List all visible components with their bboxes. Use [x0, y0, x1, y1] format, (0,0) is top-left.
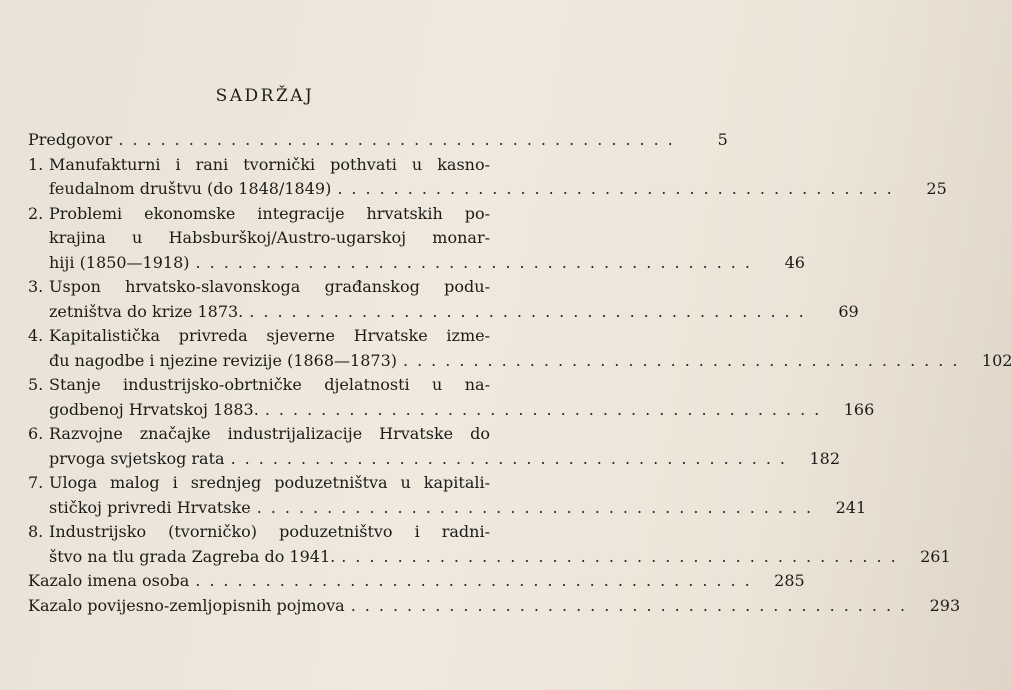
toc-entry-number: 1.	[28, 154, 44, 174]
dot-leader: ........................................	[341, 546, 905, 566]
toc-entry-title-line: Razvojne značajke industrijalizacije Hrvatske do	[49, 424, 490, 443]
toc-entry-title-line: Kapitalistička privreda sjeverne Hrvatske izme-	[49, 326, 490, 345]
toc-entry	[28, 153, 947, 202]
toc-entry-title-line: godbenoj Hrvatskoj 1883.	[49, 399, 259, 419]
dot-leader: ........................................	[403, 350, 967, 370]
toc-entry-title-line: Predgovor	[28, 130, 113, 149]
toc-entry-page-number: 285	[774, 571, 805, 590]
dot-leader: ........................................	[264, 399, 829, 419]
toc-entry-page-number: 241	[835, 497, 867, 517]
toc-entry-page-number: 25	[926, 179, 947, 198]
toc-entry-title-line: štvo na tlu grada Zagreba do 1941.	[49, 546, 336, 566]
toc-entry-title-line: Uloga malog i srednjeg poduzetništva u kapitali-	[49, 473, 490, 492]
toc-entry-page-number: 46	[784, 252, 805, 272]
toc-entry-number: 2.	[28, 203, 44, 223]
toc-entry-title-line: krajina u Habsburškoj/Austro-ugarskoj monar-	[49, 228, 490, 247]
toc-entry	[28, 324, 1012, 373]
toc-entry-title-line: Industrijsko (tvorničko) poduzetništvo i radni-	[49, 522, 490, 541]
toc-entry-title-line: Kazalo imena osoba	[28, 571, 190, 590]
toc-entry-page-number: 293	[929, 595, 961, 615]
toc-entry-number: 6.	[28, 424, 44, 443]
dot-leader: ........................................	[195, 571, 759, 590]
dot-leader: ........................................	[249, 301, 813, 321]
toc-entry-title-line: Problemi ekonomske integracije hrvatskih po-	[49, 203, 490, 223]
toc-entry	[28, 594, 961, 619]
toc-entry	[28, 569, 805, 594]
toc-entry-number: 3.	[28, 277, 44, 296]
toc-entry-title-line: Stanje industrijsko-obrtničke djelatnosti u na-	[49, 375, 490, 394]
dot-leader: ........................................	[337, 179, 901, 198]
dot-leader: ........................................	[350, 595, 915, 615]
toc-entry-page-number: 261	[920, 546, 951, 566]
toc-entry	[28, 422, 840, 471]
toc-entry	[28, 202, 805, 276]
toc-entry-number: 7.	[28, 473, 44, 492]
dot-leader: ........................................	[230, 448, 794, 468]
toc-entry-number: 8.	[28, 522, 44, 541]
toc-entry-title-line: Kazalo povijesno-zemljopisnih pojmova	[28, 595, 345, 615]
toc-entry-number: 4.	[28, 326, 44, 345]
toc-entry-page-number: 182	[809, 448, 840, 468]
dot-leader: ........................................	[195, 252, 759, 272]
toc-entry-title-line: hiji (1850—1918)	[49, 252, 190, 272]
toc-entry-title-line: Uspon hrvatsko-slavonskoga građanskog podu-	[49, 277, 490, 296]
toc-entry	[28, 520, 951, 569]
table-of-contents	[28, 128, 1012, 618]
toc-entry-page-number: 102	[981, 350, 1012, 370]
toc-entry-title-line: zetništva do krize 1873.	[49, 301, 244, 321]
page-title: SADRŽAJ	[215, 86, 315, 106]
toc-entry-page-number: 5	[717, 130, 728, 149]
toc-entry	[28, 275, 859, 324]
toc-entry-title-line: Manufakturni i rani tvornički pothvati u kasno-	[49, 154, 490, 174]
toc-entry-title-line: stičkoj privredi Hrvatske	[49, 497, 251, 517]
toc-entry-page-number: 69	[838, 301, 859, 321]
toc-entry	[28, 373, 875, 422]
toc-entry-title-line: feudalnom društvu (do 1848/1849)	[49, 179, 332, 198]
toc-entry-number: 5.	[28, 375, 44, 394]
toc-entry-page-number: 166	[843, 399, 875, 419]
toc-entry	[28, 128, 728, 153]
dot-leader: ........................................	[256, 497, 821, 517]
toc-entry	[28, 471, 867, 520]
toc-entry-title-line: prvoga svjetskog rata	[49, 448, 225, 468]
toc-entry-title-line: đu nagodbe i njezine revizije (1868—1873)	[49, 350, 397, 370]
dot-leader: ........................................	[118, 130, 682, 149]
